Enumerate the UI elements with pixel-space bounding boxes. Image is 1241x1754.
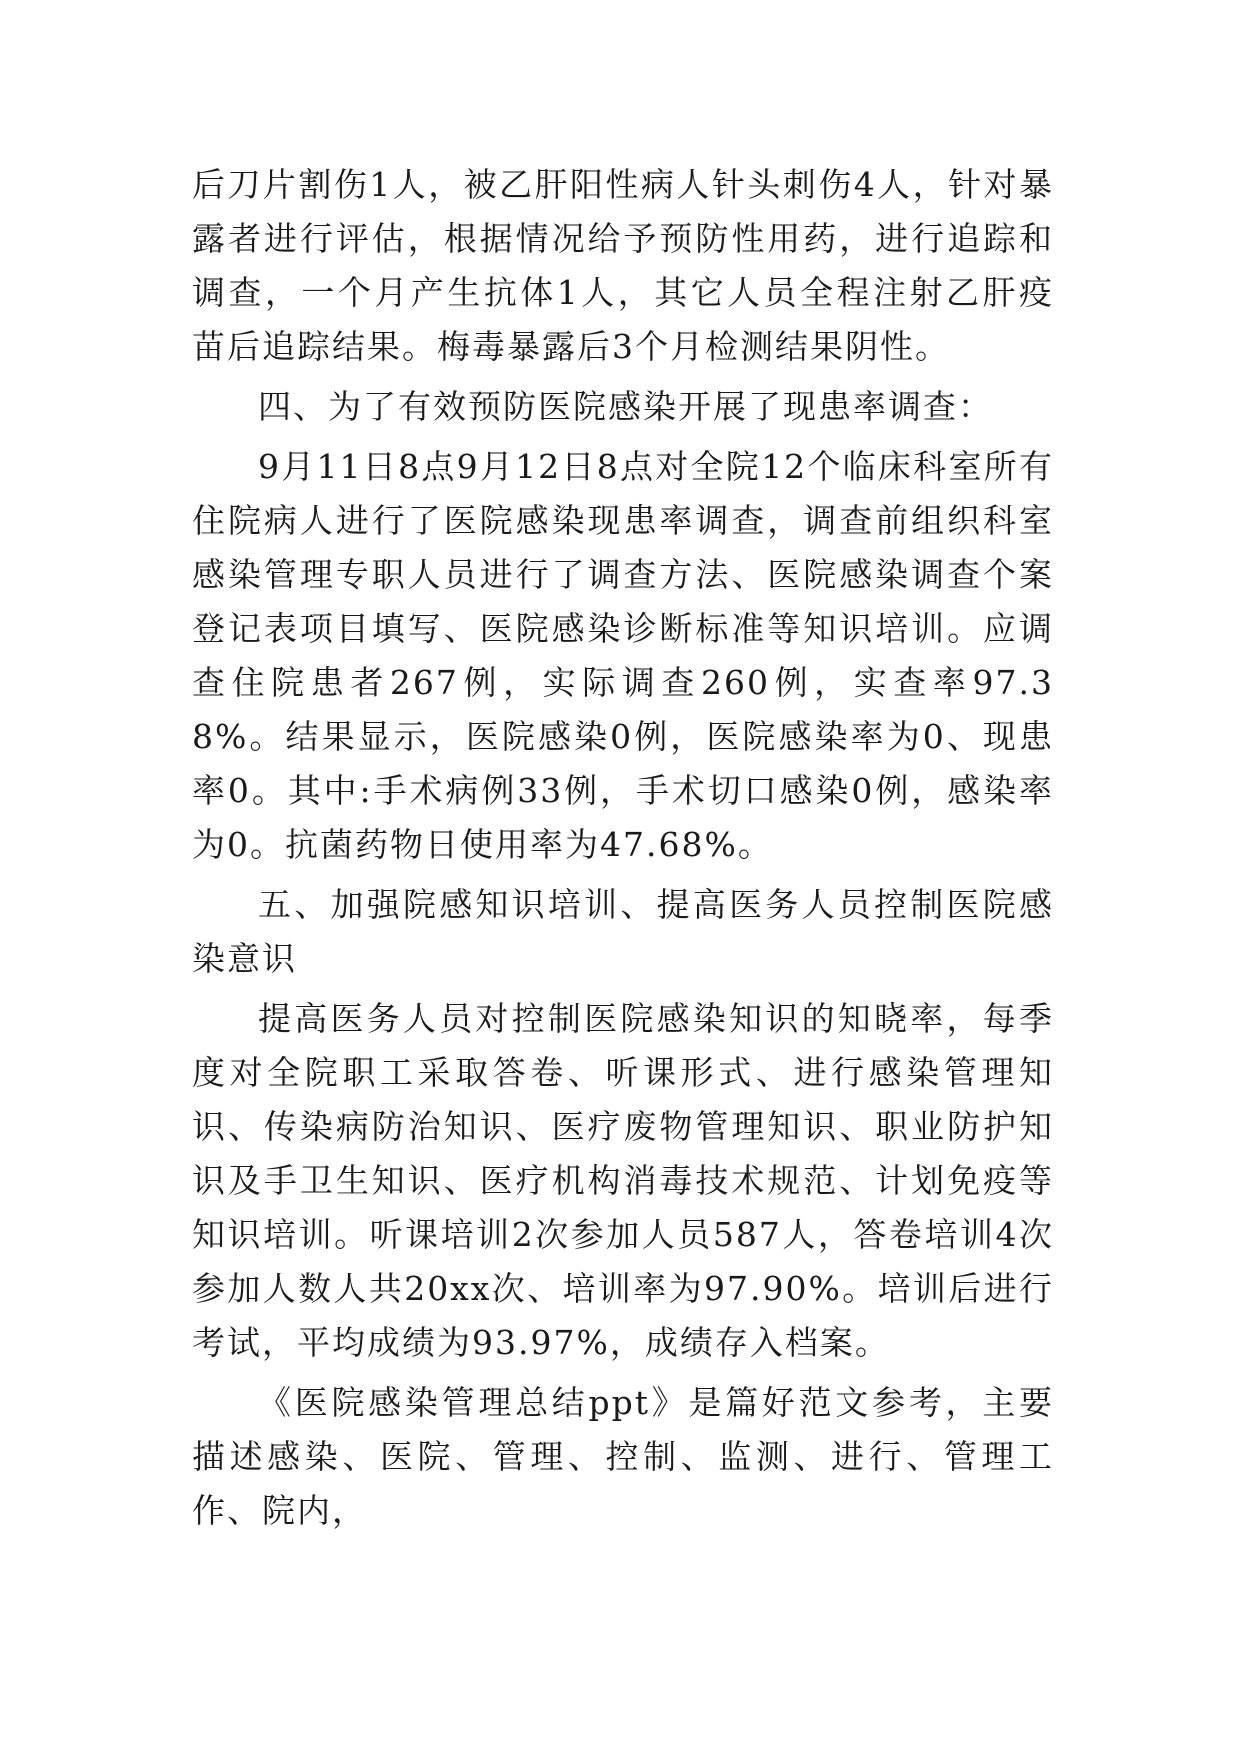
document-body [192, 158, 1054, 1544]
heading-section-four: 四、为了有效预防医院感染开展了现患率调查： [258, 387, 993, 426]
paragraph-prevalence-survey: 9月11日8点9月12日8点对全院12个临床科室所有住院病人进行了医院感染现患率调查，调查前组织科室感染管理专职人员进行了调查方法、医院感染调查个案登记表项目填写、医院感染诊断标准等知识培训。应调查住院患者267例，实际调查260例，实查率97.38%。结果显示，医院感染0例，医院感染率为0、现患率0。其中:手术病例33例，手术切口感染0例，感染率为0。抗菌药物日使用率为47.68%。 [192, 447, 1054, 864]
paragraph-exposure-followup: 后刀片割伤1人，被乙肝阳性病人针头刺伤4人，针对暴露者进行评估，根据情况给予预防性用药，进行追踪和调查，一个月产生抗体1人，其它人员全程注射乙肝疫苗后追踪结果。梅毒暴露后3个月检测结果阴性。 [192, 165, 1054, 366]
paragraph-training: 提高医务人员对控制医院感染知识的知晓率，每季度对全院职工采取答卷、听课形式、进行感染管理知识、传染病防治知识、医疗废物管理知识、职业防护知识及手卫生知识、医疗机构消毒技术规范、计划免疫等知识培训。听课培训2次参加人员587人，答卷培训4次参加人数人共20xx次、培训率为97.90%。培训后进行考试，平均成绩为93.97%，成绩存入档案。 [192, 999, 1054, 1362]
paragraph-summary-note: 《医院感染管理总结ppt》是篇好范文参考，主要描述感染、医院、管理、控制、监测、进行、管理工作、院内， [192, 1383, 1054, 1530]
heading-section-five: 五、加强院感知识培训、提高医务人员控制医院感染意识 [192, 885, 1054, 978]
